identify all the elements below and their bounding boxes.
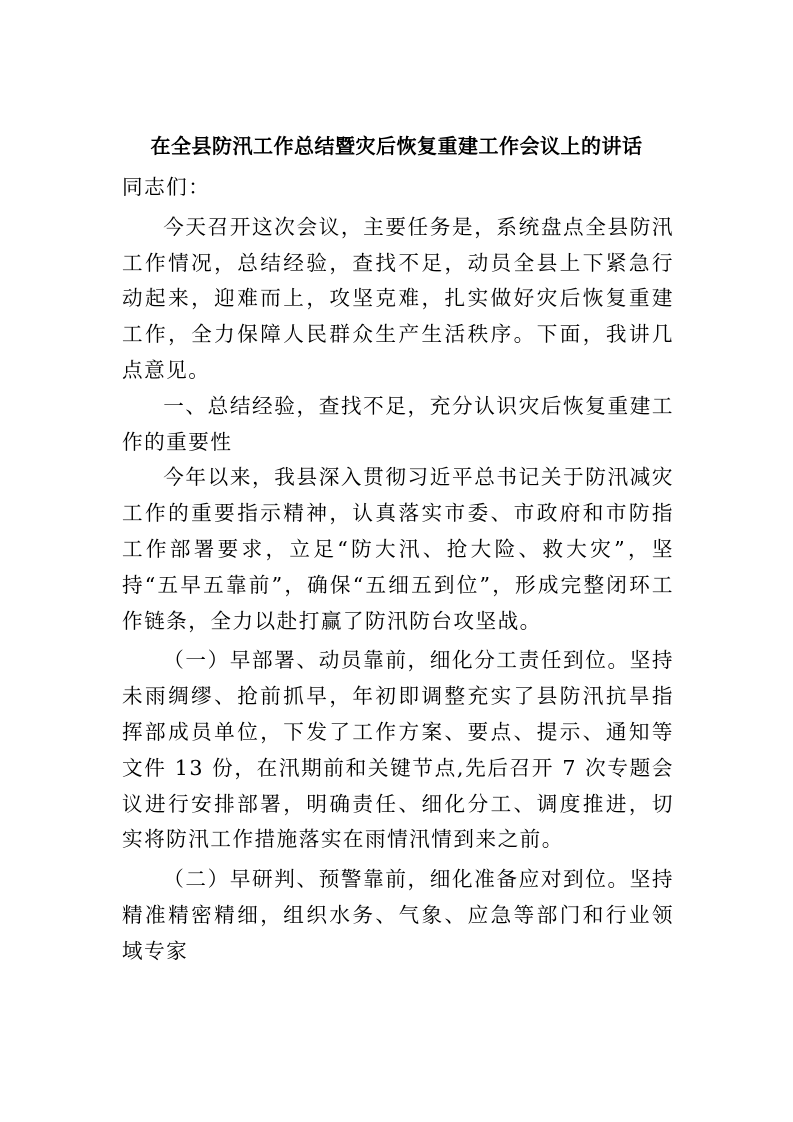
paragraph-overview: 今年以来，我县深入贯彻习近平总书记关于防汛减灾工作的重要指示精神，认真落实市委、市政府和市防指工作部署要求，立足“防大汛、抢大险、救大灾”，坚持“五早五靠前”，确保“五细五到位”，形成完整闭环工作链条，全力以赴打赢了防汛防台攻坚战。 [122, 465, 674, 633]
document-title: 在全县防汛工作总结暨灾后恢复重建工作会议上的讲话 [150, 134, 643, 158]
paragraph-subsection-1: （一）早部署、动员靠前，细化分工责任到位。坚持未雨绸缪、抢前抓早，年初即调整充实了县防汛抗旱指挥部成员单位，下发了工作方案、要点、提示、通知等文件 13 份，在汛期前和关键节点,先后召开 7 次专题会议进行安排部署，明确责任、细化分工、调度推进，切实将防汛工作措施落实在雨情汛情到来之前。 [122, 648, 674, 852]
salutation: 同志们： [122, 175, 211, 199]
paragraph-subsection-2: （二）早研判、预警靠前，细化准备应对到位。坚持精准精密精细，组织水务、气象、应急等部门和行业领域专家 [122, 867, 674, 963]
paragraph-intro: 今天召开这次会议，主要任务是，系统盘点全县防汛工作情况，总结经验，查找不足，动员全县上下紧急行动起来，迎难而上，攻坚克难，扎实做好灾后恢复重建工作，全力保障人民群众生产生活秩序。下面，我讲几点意见。 [122, 214, 674, 382]
document-body [122, 170, 674, 970]
section-heading-1: 一、总结经验，查找不足，充分认识灾后恢复重建工作的重要性 [122, 393, 674, 454]
